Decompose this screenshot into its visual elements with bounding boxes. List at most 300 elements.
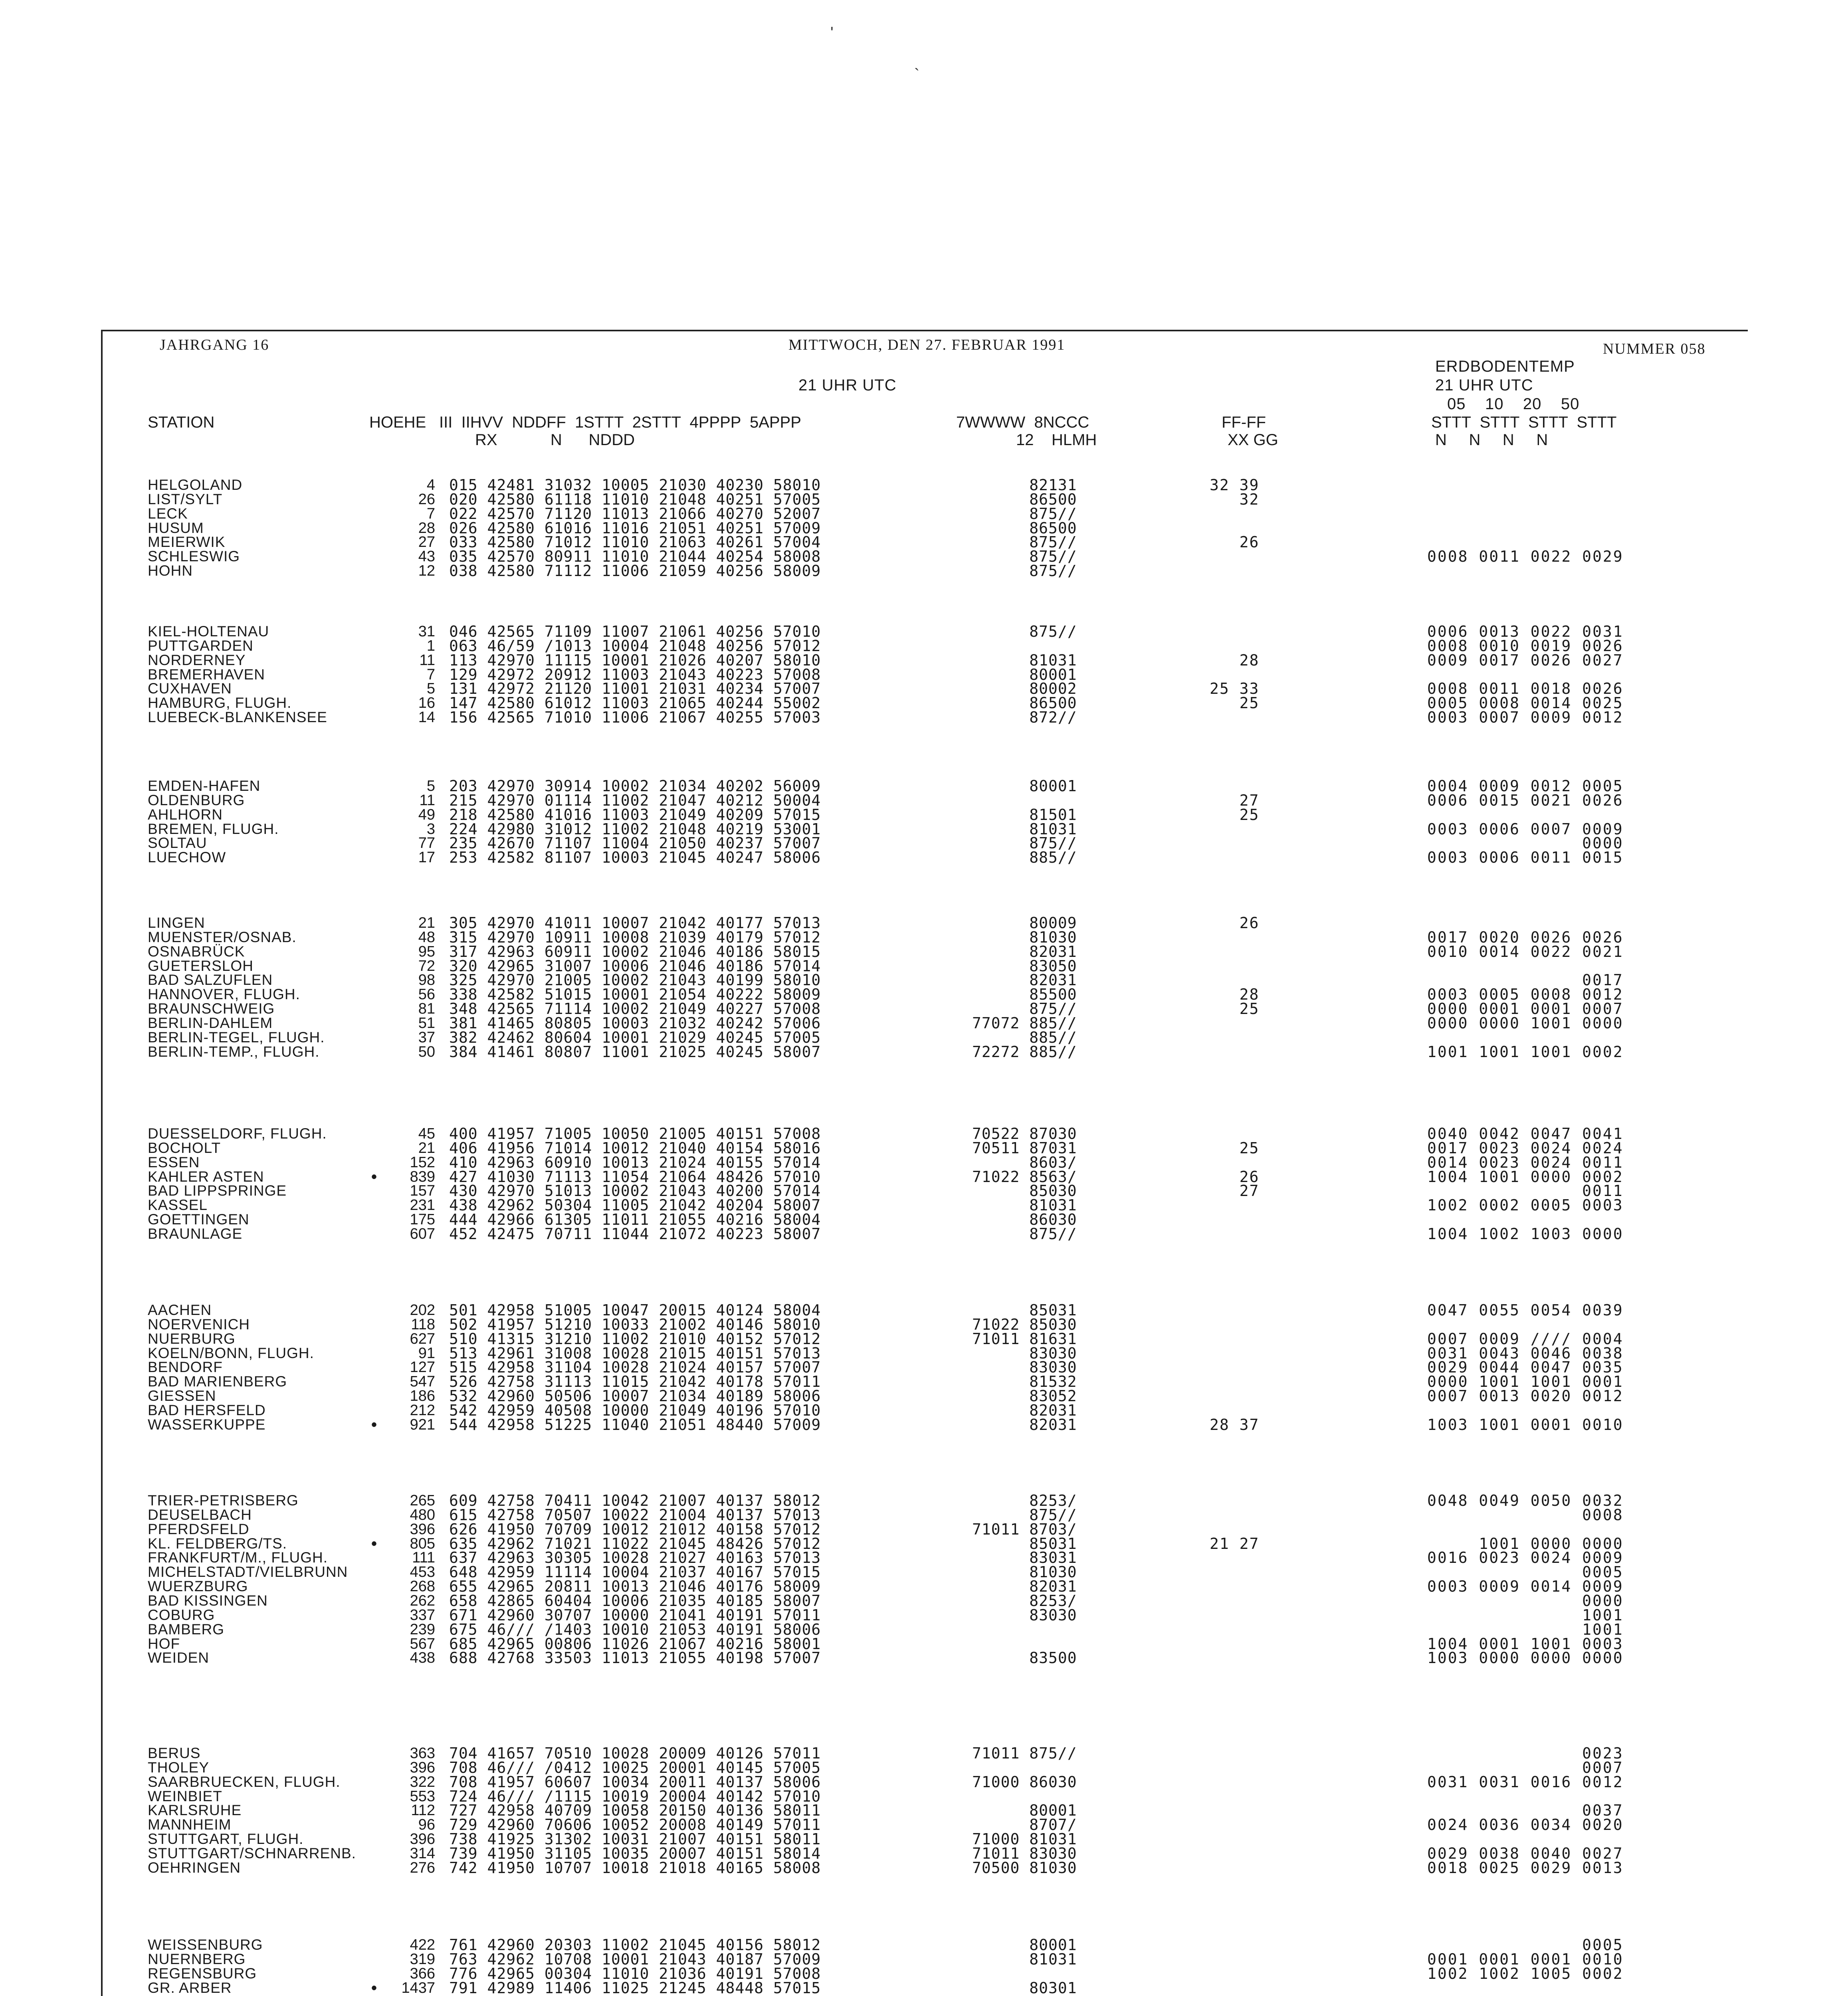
weather-groups: 875//: [972, 548, 1077, 565]
synop-codes: 427 41030 71113 11054 21064 48426 57010: [449, 1168, 821, 1186]
station-name: LIST/SYLT: [148, 491, 223, 507]
station-name: BAD HERSFELD: [148, 1402, 266, 1418]
weather-groups: 71011 8703/: [972, 1521, 1077, 1538]
station-name: BREMEN, FLUGH.: [148, 821, 279, 837]
weather-groups: 82131: [972, 476, 1077, 494]
weather-groups: 85500: [972, 986, 1077, 1003]
synop-codes: 400 41957 71005 10050 21005 40151 57008: [449, 1125, 821, 1143]
scan-mark-top2: `: [914, 66, 920, 83]
weather-groups: 70500 81030: [972, 1859, 1077, 1877]
synop-codes: 742 41950 10707 10018 21018 40165 58008: [449, 1859, 821, 1877]
weather-groups: 875//: [972, 1506, 1077, 1524]
station-name: SOLTAU: [148, 835, 207, 851]
station-height: 95: [418, 943, 435, 960]
synop-codes: 022 42570 71120 11013 21066 40270 52007: [449, 505, 821, 523]
synop-codes: 305 42970 41011 10007 21042 40177 57013: [449, 914, 821, 932]
station-height: 265: [410, 1492, 435, 1509]
station-height: 11: [419, 652, 435, 669]
station-name: OLDENBURG: [148, 792, 245, 808]
weather-groups: 86500: [972, 694, 1077, 712]
soil-temperatures: 0017: [1427, 971, 1624, 989]
soil-temperatures: 0000: [1427, 1592, 1624, 1610]
synop-codes: 438 42962 50304 11005 21042 40204 58007: [449, 1196, 821, 1214]
soil-temperatures: 0007 0009 //// 0004: [1427, 1330, 1624, 1348]
station-height: 231: [410, 1197, 435, 1214]
wind-gusts: 25: [1210, 1139, 1260, 1157]
station-name: OEHRINGEN: [148, 1859, 241, 1876]
weather-groups: 80301: [972, 1979, 1077, 1996]
weather-groups: 81030: [972, 1563, 1077, 1581]
synop-codes: 406 41956 71014 10012 21040 40154 58016: [449, 1139, 821, 1157]
weather-groups: 8707/: [972, 1816, 1077, 1834]
weather-groups: 82031: [972, 971, 1077, 989]
synop-codes: 131 42972 21120 11001 21031 40234 57007: [449, 680, 821, 697]
weather-groups: 82031: [972, 1416, 1077, 1434]
soil-depths: 05 10 20 50: [1447, 395, 1580, 413]
station-height: 337: [410, 1607, 435, 1624]
soil-temperatures: 0003 0006 0011 0015: [1427, 849, 1624, 866]
station-height: 21: [418, 915, 435, 931]
station-height: 366: [410, 1965, 435, 1982]
soil-temperatures: 0007 0013 0020 0012: [1427, 1387, 1624, 1405]
soil-temperatures: 0005 0008 0014 0025: [1427, 694, 1624, 712]
soil-temperatures: 1001: [1427, 1621, 1624, 1638]
volume-label: JAHRGANG 16: [160, 337, 269, 353]
wind-gusts: 32 39: [1210, 476, 1260, 494]
synop-codes: 317 42963 60911 10002 21046 40186 58015: [449, 943, 821, 960]
station-height: 96: [418, 1816, 435, 1833]
station-height: 7: [426, 666, 435, 683]
station-name: BAD LIPPSPRINGE: [148, 1182, 287, 1199]
station-height: 396: [410, 1759, 435, 1776]
station-height: 268: [410, 1578, 435, 1595]
synop-codes: 655 42965 20811 10013 21046 40176 58009: [449, 1578, 821, 1595]
station-height: 314: [410, 1845, 435, 1862]
station-name: FRANKFURT/M., FLUGH.: [148, 1549, 328, 1566]
weather-groups: 71011 83030: [972, 1845, 1077, 1862]
synop-codes: 224 42980 31012 11002 21048 40219 53001: [449, 820, 821, 838]
station-name: BERLIN-TEMP., FLUGH.: [148, 1044, 320, 1060]
station-name: BRAUNSCHWEIG: [148, 1000, 275, 1017]
station-height: 175: [410, 1211, 435, 1228]
station-name: AACHEN: [148, 1302, 212, 1318]
weather-groups: 83052: [972, 1387, 1077, 1405]
col-codes: III IIHVV NDDFF 1STTT 2STTT 4PPPP 5APPP: [439, 414, 801, 431]
station-height: 319: [410, 1951, 435, 1968]
station-name: BERLIN-DAHLEM: [148, 1015, 273, 1031]
wind-gusts: 27: [1210, 1182, 1260, 1200]
issue-number: NUMMER 058: [1603, 341, 1706, 357]
station-height: 7: [426, 505, 435, 522]
station-name: GOETTINGEN: [148, 1211, 250, 1228]
weather-groups: 86500: [972, 491, 1077, 508]
station-height: 553: [410, 1788, 435, 1805]
weather-groups: 85031: [972, 1535, 1077, 1552]
weather-groups: 72272 885//: [972, 1043, 1077, 1061]
weather-groups: 82031: [972, 943, 1077, 960]
soil-temperatures: 0005: [1427, 1563, 1624, 1581]
weather-groups: 83030: [972, 1606, 1077, 1624]
synop-codes: 046 42565 71109 11007 21061 40256 57010: [449, 623, 821, 640]
synop-codes: 033 42580 71012 11010 21063 40261 57004: [449, 533, 821, 551]
station-name: NUERBURG: [148, 1331, 236, 1347]
weather-groups: 83031: [972, 1549, 1077, 1566]
wind-gusts: 28: [1210, 651, 1260, 669]
station-height: 152: [410, 1154, 435, 1171]
soil-temperatures: 1001 1001 1001 0002: [1427, 1043, 1624, 1061]
weather-groups: 80001: [972, 1936, 1077, 1954]
page-frame-left: [101, 330, 103, 1996]
soil-temperatures: 0037: [1427, 1802, 1624, 1819]
station-height: 1: [426, 638, 435, 654]
station-name: BAD SALZUFLEN: [148, 972, 273, 988]
station-name: BAMBERG: [148, 1621, 225, 1638]
weather-groups: 86030: [972, 1211, 1077, 1228]
station-height: 1437: [401, 1980, 435, 1996]
synop-codes: 348 42565 71114 10002 21049 40227 57008: [449, 1000, 821, 1018]
station-name: BAD MARIENBERG: [148, 1373, 287, 1390]
station-height: 363: [410, 1745, 435, 1762]
col-soil: STTT STTT STTT STTT: [1431, 414, 1617, 431]
synop-codes: 035 42570 80911 11010 21044 40254 58008: [449, 548, 821, 565]
station-name: WEIDEN: [148, 1649, 209, 1666]
station-name: HOHN: [148, 562, 193, 579]
synop-codes: 727 42958 40709 10058 20150 40136 58011: [449, 1802, 821, 1819]
station-height: 627: [410, 1331, 435, 1347]
station-name: STUTTGART, FLUGH.: [148, 1831, 304, 1847]
soil-temperatures: 0017 0020 0026 0026: [1427, 929, 1624, 946]
station-height: 14: [418, 709, 435, 726]
station-name: GIESSEN: [148, 1388, 216, 1404]
weather-groups: 885//: [972, 849, 1077, 866]
weather-groups: 71000 81031: [972, 1830, 1077, 1848]
synop-codes: 510 41315 31210 11002 21010 40152 57012: [449, 1330, 821, 1348]
synop-codes: 253 42582 81107 10003 21045 40247 58006: [449, 849, 821, 866]
weather-groups: 81031: [972, 820, 1077, 838]
station-name: WEINBIET: [148, 1788, 222, 1804]
synop-codes: 020 42580 61118 11010 21048 40251 57005: [449, 491, 821, 508]
station-height: 5: [426, 778, 435, 794]
soil-temperatures: 0048 0049 0050 0032: [1427, 1492, 1624, 1509]
station-name: WASSERKUPPE: [148, 1416, 266, 1433]
synop-codes: 708 46/// /0412 10025 20001 40145 57005: [449, 1759, 821, 1776]
synop-codes: 658 42865 60404 10006 21035 40185 58007: [449, 1592, 821, 1610]
station-name: MUENSTER/OSNAB.: [148, 929, 297, 945]
soil-temperatures: 0040 0042 0047 0041: [1427, 1125, 1624, 1143]
station-name: GUETERSLOH: [148, 958, 254, 974]
weather-groups: 80001: [972, 666, 1077, 683]
weather-groups: 872//: [972, 709, 1077, 726]
soil-temperatures: 0008: [1427, 1506, 1624, 1524]
station-height: 480: [410, 1507, 435, 1523]
soil-temperatures: 1001 0000 0000: [1427, 1535, 1624, 1552]
station-height: 127: [410, 1359, 435, 1376]
wind-gusts: 26: [1210, 533, 1260, 551]
station-name: HOF: [148, 1636, 180, 1652]
synop-codes: 729 42960 70606 10052 20008 40149 57011: [449, 1816, 821, 1834]
soil-temperatures: 0029 0044 0047 0035: [1427, 1358, 1624, 1376]
station-name: STUTTGART/SCHNARRENB.: [148, 1845, 356, 1861]
station-height: 322: [410, 1774, 435, 1790]
soil-temperatures: 0007: [1427, 1759, 1624, 1776]
weather-groups: 71011 875//: [972, 1745, 1077, 1762]
synop-codes: 763 42962 10708 10001 21043 40187 57009: [449, 1950, 821, 1968]
synop-codes: 704 41657 70510 10028 20009 40126 57011: [449, 1745, 821, 1762]
synop-codes: 320 42965 31007 10006 21046 40186 57014: [449, 957, 821, 975]
weather-groups: 875//: [972, 533, 1077, 551]
station-height: 112: [411, 1802, 435, 1819]
station-name: LECK: [148, 505, 188, 522]
wind-gusts: 25: [1210, 694, 1260, 712]
soil-temperatures: 0008 0011 0022 0029: [1427, 548, 1624, 565]
synop-codes: 063 46/59 /1013 10004 21048 40256 57012: [449, 637, 821, 655]
station-height: 921: [410, 1416, 435, 1433]
soil-temperatures: 0008 0010 0019 0026: [1427, 637, 1624, 655]
station-height: 396: [410, 1831, 435, 1847]
station-name: SAARBRUECKEN, FLUGH.: [148, 1774, 341, 1790]
station-name: BENDORF: [148, 1359, 223, 1375]
weather-groups: 81031: [972, 1950, 1077, 1968]
soil-temperatures: 0010 0014 0022 0021: [1427, 943, 1624, 960]
station-height: 111: [412, 1549, 435, 1566]
station-height: 422: [410, 1937, 435, 1953]
station-height: 262: [410, 1592, 435, 1609]
station-name: AHLHORN: [148, 806, 223, 823]
soil-temperatures: 0024 0036 0034 0020: [1427, 1816, 1624, 1834]
synop-codes: 113 42970 11115 10001 21026 40207 58010: [449, 651, 821, 669]
wind-gusts: 21 27: [1210, 1535, 1260, 1552]
station-height: 21: [418, 1140, 435, 1156]
synop-codes: 026 42580 61016 11016 21051 40251 57009: [449, 519, 821, 537]
synop-codes: 635 42962 71021 11022 21045 48426 57012: [449, 1535, 821, 1552]
station-name: THOLEY: [148, 1759, 210, 1776]
weather-groups: 81031: [972, 1196, 1077, 1214]
station-name: HUSUM: [148, 520, 204, 536]
station-name: NOERVENICH: [148, 1316, 250, 1333]
station-height: 3: [426, 821, 435, 838]
wind-gusts: 25 33: [1210, 680, 1260, 697]
station-name: BAD KISSINGEN: [148, 1592, 268, 1609]
station-height: 48: [418, 929, 435, 946]
mountain-marker: •: [371, 1416, 377, 1434]
col-wind: FF-FF: [1222, 414, 1266, 431]
synop-codes: 325 42970 21005 10002 21043 40199 58010: [449, 971, 821, 989]
soil-temperatures: 0005: [1427, 1936, 1624, 1954]
synop-codes: 685 42965 00806 11026 21067 40216 58001: [449, 1635, 821, 1653]
station-height: 51: [418, 1015, 435, 1032]
weather-groups: 875//: [972, 623, 1077, 640]
station-name: BREMERHAVEN: [148, 666, 265, 683]
page-frame-top: [101, 330, 1748, 331]
station-height: 157: [410, 1182, 435, 1199]
station-height: 12: [418, 562, 435, 579]
station-name: ESSEN: [148, 1154, 200, 1170]
wind-gusts: 26: [1210, 1168, 1260, 1186]
wind-gusts: 28 37: [1210, 1416, 1260, 1434]
synop-codes: 338 42582 51015 10001 21054 40222 58009: [449, 986, 821, 1003]
scan-mark-top: ': [830, 24, 834, 42]
station-height: 438: [410, 1649, 435, 1666]
station-name: PFERDSFELD: [148, 1521, 250, 1537]
station-height: 50: [418, 1044, 435, 1060]
weather-groups: 80009: [972, 914, 1077, 932]
station-name: KIEL-HOLTENAU: [148, 623, 269, 640]
weather-groups: 8253/: [972, 1492, 1077, 1509]
station-height: 453: [410, 1564, 435, 1580]
synop-codes: 739 41950 31105 10035 20007 40151 58014: [449, 1845, 821, 1862]
station-name: DEUSELBACH: [148, 1507, 252, 1523]
station-height: 239: [410, 1621, 435, 1638]
soil-temperatures: 1004 1001 0000 0002: [1427, 1168, 1624, 1186]
synop-codes: 156 42565 71010 11006 21067 40255 57003: [449, 709, 821, 726]
station-height: 805: [410, 1535, 435, 1552]
synop-codes: 791 42989 11406 11025 21245 48448 57015: [449, 1979, 821, 1996]
weather-groups: 875//: [972, 1225, 1077, 1243]
wind-gusts: 26: [1210, 914, 1260, 932]
station-name: SCHLESWIG: [148, 548, 240, 564]
col-soil-sub: N N N N: [1435, 431, 1548, 449]
synop-codes: 502 41957 51210 10033 21002 40146 58010: [449, 1316, 821, 1333]
soil-temperatures: 0017 0023 0024 0024: [1427, 1139, 1624, 1157]
synop-codes: 544 42958 51225 11040 21051 48440 57009: [449, 1416, 821, 1434]
station-name: LINGEN: [148, 915, 205, 931]
synop-codes: 501 42958 51005 10047 20015 40124 58004: [449, 1301, 821, 1319]
synop-codes: 515 42958 31104 10028 21024 40157 57007: [449, 1358, 821, 1376]
synop-codes: 513 42961 31008 10028 21015 40151 57013: [449, 1345, 821, 1362]
weather-groups: 86500: [972, 519, 1077, 537]
weather-groups: 77072 885//: [972, 1014, 1077, 1032]
station-name: LUECHOW: [148, 849, 226, 865]
weather-groups: 875//: [972, 505, 1077, 523]
soil-temperatures: 1004 1002 1003 0000: [1427, 1225, 1624, 1243]
soil-temperatures: 0003 0007 0009 0012: [1427, 709, 1624, 726]
weather-groups: 71000 86030: [972, 1773, 1077, 1791]
synop-codes: 526 42758 31113 11015 21042 40178 57011: [449, 1373, 821, 1390]
station-height: 607: [410, 1226, 435, 1242]
wind-gusts: 25: [1210, 806, 1260, 824]
station-height: 4: [426, 477, 435, 493]
station-height: 72: [418, 958, 435, 974]
soil-temperatures: 0003 0006 0007 0009: [1427, 820, 1624, 838]
col-hoehe: HOEHE: [369, 414, 426, 431]
soil-temperatures: 0016 0023 0024 0009: [1427, 1549, 1624, 1566]
station-height: 276: [410, 1859, 435, 1876]
synop-codes: 430 42970 51013 10002 21043 40200 57014: [449, 1182, 821, 1200]
weather-groups: 875//: [972, 834, 1077, 852]
station-name: HAMBURG, FLUGH.: [148, 695, 292, 711]
station-height: 43: [418, 548, 435, 565]
station-height: 26: [418, 491, 435, 508]
weather-groups: 82031: [972, 1402, 1077, 1419]
station-name: MANNHEIM: [148, 1816, 232, 1833]
synop-codes: 688 42768 33503 11013 21055 40198 57007: [449, 1649, 821, 1667]
station-height: 202: [410, 1302, 435, 1319]
station-name: HELGOLAND: [148, 477, 243, 493]
station-height: 11: [419, 792, 435, 809]
weather-groups: 8253/: [972, 1592, 1077, 1610]
synop-codes: 215 42970 01114 11002 21047 40212 50004: [449, 792, 821, 809]
soil-temperatures: 0008 0011 0018 0026: [1427, 680, 1624, 697]
synop-codes: 648 42959 11114 10004 21037 40167 57015: [449, 1563, 821, 1581]
station-height: 5: [426, 680, 435, 697]
synop-codes: 315 42970 10911 10008 21039 40179 57012: [449, 929, 821, 946]
station-height: 31: [418, 623, 435, 640]
soil-temperatures: 0018 0025 0029 0013: [1427, 1859, 1624, 1877]
weather-groups: 875//: [972, 1000, 1077, 1018]
weather-groups: 885//: [972, 1029, 1077, 1046]
weather-groups: 71022 85030: [972, 1316, 1077, 1333]
synop-codes: 382 42462 80604 10001 21029 40245 57005: [449, 1029, 821, 1046]
wind-gusts: 28: [1210, 986, 1260, 1003]
wind-gusts: 27: [1210, 792, 1260, 809]
station-name: BOCHOLT: [148, 1140, 221, 1156]
synop-codes: 218 42580 41016 11003 21049 40209 57015: [449, 806, 821, 824]
soil-title: ERDBODENTEMP: [1435, 358, 1575, 375]
synop-codes: 761 42960 20303 11002 21045 40156 58012: [449, 1936, 821, 1954]
station-height: 567: [410, 1636, 435, 1652]
synop-codes: 452 42475 70711 11044 21072 40223 58007: [449, 1225, 821, 1243]
station-height: 118: [411, 1316, 435, 1333]
wind-gusts: 25: [1210, 1000, 1260, 1018]
soil-temperatures: 1004 0001 1001 0003: [1427, 1635, 1624, 1653]
station-height: 98: [418, 972, 435, 988]
weather-groups: 85030: [972, 1182, 1077, 1200]
station-height: 77: [418, 835, 435, 851]
weather-groups: 81532: [972, 1373, 1077, 1390]
station-height: 81: [418, 1000, 435, 1017]
synop-codes: 615 42758 70507 10022 21004 40137 57013: [449, 1506, 821, 1524]
soil-temperatures: 0031 0043 0046 0038: [1427, 1345, 1624, 1362]
weather-groups: 82031: [972, 1578, 1077, 1595]
soil-temperatures: 0000 1001 1001 0001: [1427, 1373, 1624, 1390]
synop-codes: 708 41957 60607 10034 20011 40137 58006: [449, 1773, 821, 1791]
soil-temperatures: 1003 1001 0001 0010: [1427, 1416, 1624, 1434]
synop-codes: 147 42580 61012 11003 21065 40244 55002: [449, 694, 821, 712]
soil-temperatures: 0023: [1427, 1745, 1624, 1762]
station-name: LUEBECK-BLANKENSEE: [148, 709, 327, 725]
wind-gusts: 32: [1210, 491, 1260, 508]
soil-temperatures: 0014 0023 0024 0011: [1427, 1154, 1624, 1171]
station-name: KAHLER ASTEN: [148, 1168, 264, 1185]
synop-codes: 444 42966 61305 11011 21055 40216 58004: [449, 1211, 821, 1228]
soil-temperatures: 0011: [1427, 1182, 1624, 1200]
weather-groups: 83500: [972, 1649, 1077, 1667]
weather-groups: 83030: [972, 1345, 1077, 1362]
weather-groups: 81031: [972, 651, 1077, 669]
station-name: CUXHAVEN: [148, 680, 232, 697]
station-name: COBURG: [148, 1607, 215, 1623]
col-weather: 7WWWW 8NCCC: [956, 414, 1089, 431]
soil-temperatures: 1003 0000 0000 0000: [1427, 1649, 1624, 1667]
col-weather-sub: 12 HLMH: [1016, 431, 1097, 449]
date-label: MITTWOCH, DEN 27. FEBRUAR 1991: [788, 337, 1066, 353]
weather-groups: 80001: [972, 777, 1077, 795]
station-name: NUERNBERG: [148, 1951, 246, 1967]
mountain-marker: •: [371, 1979, 377, 1996]
synop-codes: 542 42959 40508 10000 21049 40196 57010: [449, 1402, 821, 1419]
synop-codes: 532 42960 50506 10007 21034 40189 58006: [449, 1387, 821, 1405]
station-height: 27: [418, 534, 435, 550]
station-name: DUESSELDORF, FLUGH.: [148, 1125, 327, 1142]
station-height: 186: [410, 1388, 435, 1404]
synop-codes: 410 42963 60910 10013 21024 40155 57014: [449, 1154, 821, 1171]
col-station: STATION: [148, 414, 215, 431]
weather-groups: 70522 87030: [972, 1125, 1077, 1143]
soil-temperatures: 0009 0017 0026 0027: [1427, 651, 1624, 669]
soil-temperatures: 0004 0009 0012 0005: [1427, 777, 1624, 795]
soil-temperatures: 0029 0038 0040 0027: [1427, 1845, 1624, 1862]
synop-codes: 129 42972 20912 11003 21043 40223 57008: [449, 666, 821, 683]
